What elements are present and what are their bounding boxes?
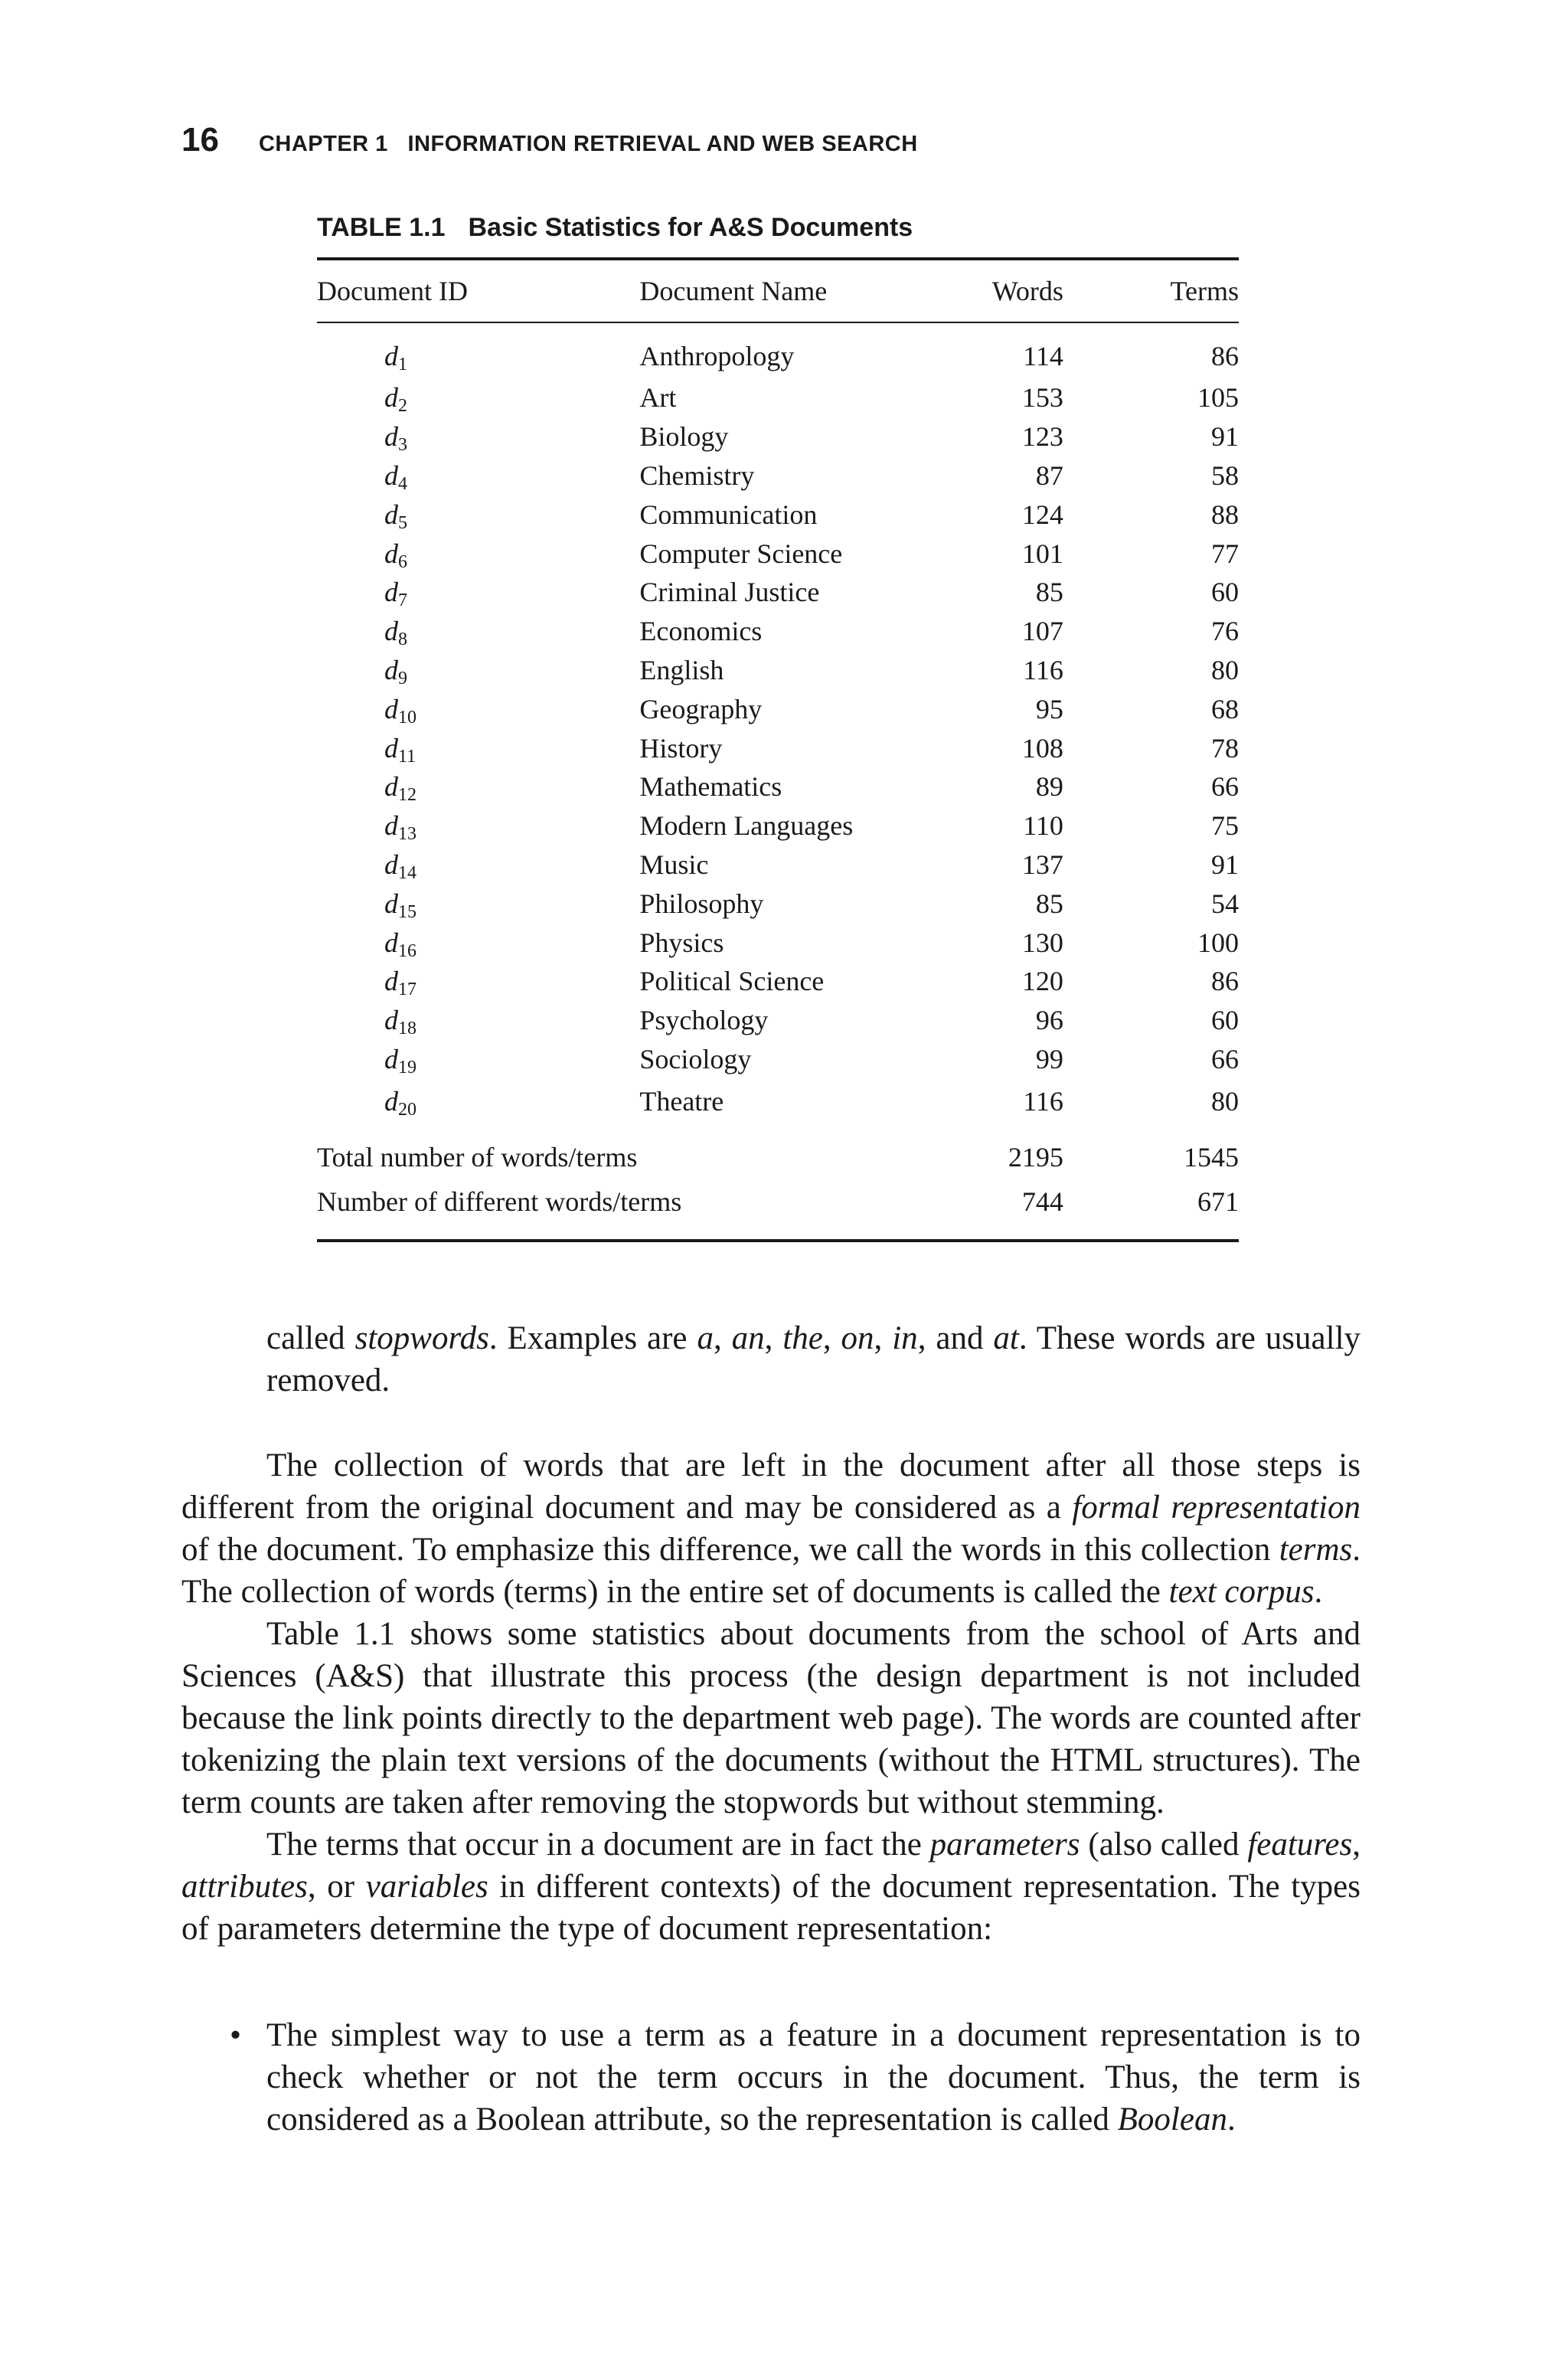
column-header-terms: Terms (1063, 259, 1239, 322)
cell-document-id: $d_3$ (384, 421, 407, 456)
cell-document-id: $d_9$ (384, 654, 407, 688)
cell-total-terms: 671 (1197, 1186, 1239, 1218)
cell-terms: 105 (1197, 382, 1239, 414)
cell-document-name: Communication (639, 499, 818, 530)
cell-words: 153 (1021, 382, 1063, 414)
table-row (317, 767, 1239, 806)
table-row (317, 417, 1239, 456)
statistics-table (317, 257, 1239, 1242)
cell-document-id: $d_{11}$ (384, 732, 416, 767)
cell-words: 110 (1023, 810, 1063, 842)
continuation-paragraph: called stopwords. Examples are a, an, the, on, in, and at. These words are usually removed. (266, 1320, 1361, 1398)
cell-document-name: Criminal Justice (639, 577, 820, 608)
cell-document-id: $d_5$ (384, 499, 407, 533)
paragraph-formal-representation: The collection of words that are left in the document after all those steps is different from the original document and may be considered as a formal representation of the document. To emphasize this difference, we call the words in this collection terms. The collection of words (terms) in the entire set of documents is called the text corpus. (181, 1447, 1361, 1610)
table-row (317, 1001, 1239, 1040)
cell-words: 85 (1035, 577, 1063, 608)
cell-words: 101 (1021, 538, 1063, 569)
cell-words: 123 (1021, 421, 1063, 453)
cell-document-id: $d_{16}$ (384, 927, 416, 961)
cell-document-name: Theatre (639, 1086, 724, 1117)
cell-document-id: $d_{10}$ (384, 693, 416, 728)
cell-terms: 76 (1211, 616, 1239, 647)
table-row (317, 1040, 1239, 1079)
cell-document-name: Sociology (639, 1043, 752, 1074)
table-row (317, 495, 1239, 534)
table-row (317, 651, 1239, 690)
cell-terms: 77 (1211, 538, 1239, 569)
cell-document-name: Political Science (639, 966, 825, 997)
table-caption (317, 207, 1239, 248)
page-number: 16 (181, 121, 219, 159)
cell-total-words: 2195 (1008, 1142, 1063, 1173)
table-total-row (317, 1178, 1239, 1241)
cell-document-name: Physics (639, 927, 724, 958)
cell-terms: 78 (1211, 732, 1239, 764)
bullet-item-boolean (230, 2014, 1361, 2141)
cell-words: 85 (1035, 888, 1063, 919)
table-total-row (317, 1133, 1239, 1178)
cell-document-name: Art (639, 382, 677, 414)
cell-document-id: $d_4$ (384, 460, 407, 494)
cell-document-id: $d_7$ (384, 577, 407, 611)
table-caption-label: TABLE 1.1 (317, 213, 446, 242)
cell-document-id: $d_6$ (384, 538, 407, 572)
cell-terms: 58 (1211, 460, 1239, 491)
cell-document-name: Music (639, 849, 709, 880)
cell-words: 107 (1021, 616, 1063, 647)
table-row (317, 573, 1239, 612)
running-header (181, 121, 918, 159)
cell-document-id: $d_{18}$ (384, 1005, 416, 1039)
table-row (317, 728, 1239, 767)
cell-terms: 86 (1211, 966, 1239, 997)
statistics-table-block (317, 207, 1239, 1242)
column-header-document-id: Document ID (317, 259, 639, 322)
cell-words: 87 (1035, 460, 1063, 491)
cell-document-id: $d_1$ (384, 341, 407, 374)
cell-document-name: Biology (639, 421, 729, 453)
table-row (317, 378, 1239, 417)
cell-total-words: 744 (1021, 1186, 1063, 1218)
cell-document-id: $d_2$ (384, 382, 407, 417)
bullet-text: The simplest way to use a term as a feature in a document representation is to check whether or not the term occurs in the document. Thus, the term is considered as a Boolean attribute, so the representation is called Boolean. (266, 2017, 1361, 2137)
cell-words: 116 (1023, 654, 1063, 685)
cell-document-id: $d_8$ (384, 616, 407, 650)
cell-terms: 60 (1211, 577, 1239, 608)
cell-document-id: $d_{12}$ (384, 771, 416, 806)
cell-document-id: $d_{20}$ (384, 1086, 416, 1120)
cell-terms: 66 (1211, 771, 1239, 803)
cell-words: 108 (1021, 732, 1063, 764)
cell-document-name: Economics (639, 616, 763, 647)
cell-document-name: Chemistry (639, 460, 755, 491)
cell-words: 120 (1021, 966, 1063, 997)
table-row (317, 689, 1239, 728)
cell-words: 130 (1021, 927, 1063, 958)
cell-total-label: Number of different words/terms (317, 1186, 682, 1218)
column-header-document-name: Document Name (639, 259, 949, 322)
cell-document-id: $d_{14}$ (384, 849, 416, 883)
paragraph-table-description: Table 1.1 shows some statistics about documents from the school of Arts and Sciences (A&S) that illustrate this process (the design department is not included because the link points directly to the department web page). The words are counted after tokenizing the plain text versions of the documents (without the HTML structures). The term counts are taken after removing the stopwords but without stemming. (181, 1616, 1361, 1820)
cell-terms: 80 (1211, 654, 1239, 685)
cell-terms: 80 (1211, 1086, 1239, 1117)
cell-words: 99 (1035, 1043, 1063, 1074)
paragraph-parameters: The terms that occur in a document are in fact the parameters (also called features, attributes, or variables in different contexts) of the document representation. The types of parameters determine the type of document representation: (181, 1827, 1361, 1947)
cell-document-id: $d_{17}$ (384, 966, 416, 1000)
table-row (317, 806, 1239, 845)
cell-terms: 66 (1211, 1043, 1239, 1074)
bullet-icon: • (230, 2017, 242, 2053)
cell-terms: 88 (1211, 499, 1239, 530)
cell-terms: 60 (1211, 1005, 1239, 1036)
table-row (317, 322, 1239, 378)
table-caption-title: Basic Statistics for A&S Documents (468, 213, 913, 242)
cell-terms: 91 (1211, 421, 1239, 453)
table-row (317, 845, 1239, 885)
cell-total-label: Total number of words/terms (317, 1142, 638, 1173)
cell-terms: 91 (1211, 849, 1239, 880)
cell-document-id: $d_{13}$ (384, 810, 416, 845)
body-paragraphs (181, 1444, 1361, 1950)
cell-document-name: Psychology (639, 1005, 769, 1036)
cell-document-name: Modern Languages (639, 810, 854, 842)
cell-terms: 86 (1211, 341, 1239, 371)
table-row (317, 1078, 1239, 1133)
cell-document-name: Geography (639, 693, 763, 724)
cell-words: 95 (1035, 693, 1063, 724)
table-row (317, 884, 1239, 923)
cell-document-name: Computer Science (639, 538, 843, 569)
cell-words: 116 (1023, 1086, 1063, 1117)
table-body (317, 322, 1239, 1241)
table-header-row (317, 259, 1239, 322)
chapter-title: CHAPTER 1 INFORMATION RETRIEVAL AND WEB SEARCH (258, 132, 918, 156)
cell-terms: 54 (1211, 888, 1239, 919)
cell-document-name: History (639, 732, 723, 764)
cell-terms: 100 (1197, 927, 1239, 958)
cell-words: 124 (1021, 499, 1063, 530)
cell-words: 96 (1035, 1005, 1063, 1036)
column-header-words: Words (949, 259, 1063, 322)
cell-document-name: Mathematics (639, 771, 782, 803)
table-row (317, 456, 1239, 496)
cell-words: 114 (1023, 341, 1063, 371)
cell-terms: 68 (1211, 693, 1239, 724)
table-row (317, 612, 1239, 651)
table-row (317, 962, 1239, 1001)
cell-terms: 75 (1211, 810, 1239, 842)
cell-document-name: English (639, 654, 724, 685)
cell-document-name: Anthropology (639, 341, 795, 371)
table-row (317, 534, 1239, 573)
cell-words: 89 (1035, 771, 1063, 803)
table-row (317, 923, 1239, 962)
cell-words: 137 (1021, 849, 1063, 880)
cell-total-terms: 1545 (1184, 1142, 1239, 1173)
cell-document-id: $d_{19}$ (384, 1043, 416, 1078)
cell-document-name: Philosophy (639, 888, 764, 919)
cell-document-id: $d_{15}$ (384, 888, 416, 922)
